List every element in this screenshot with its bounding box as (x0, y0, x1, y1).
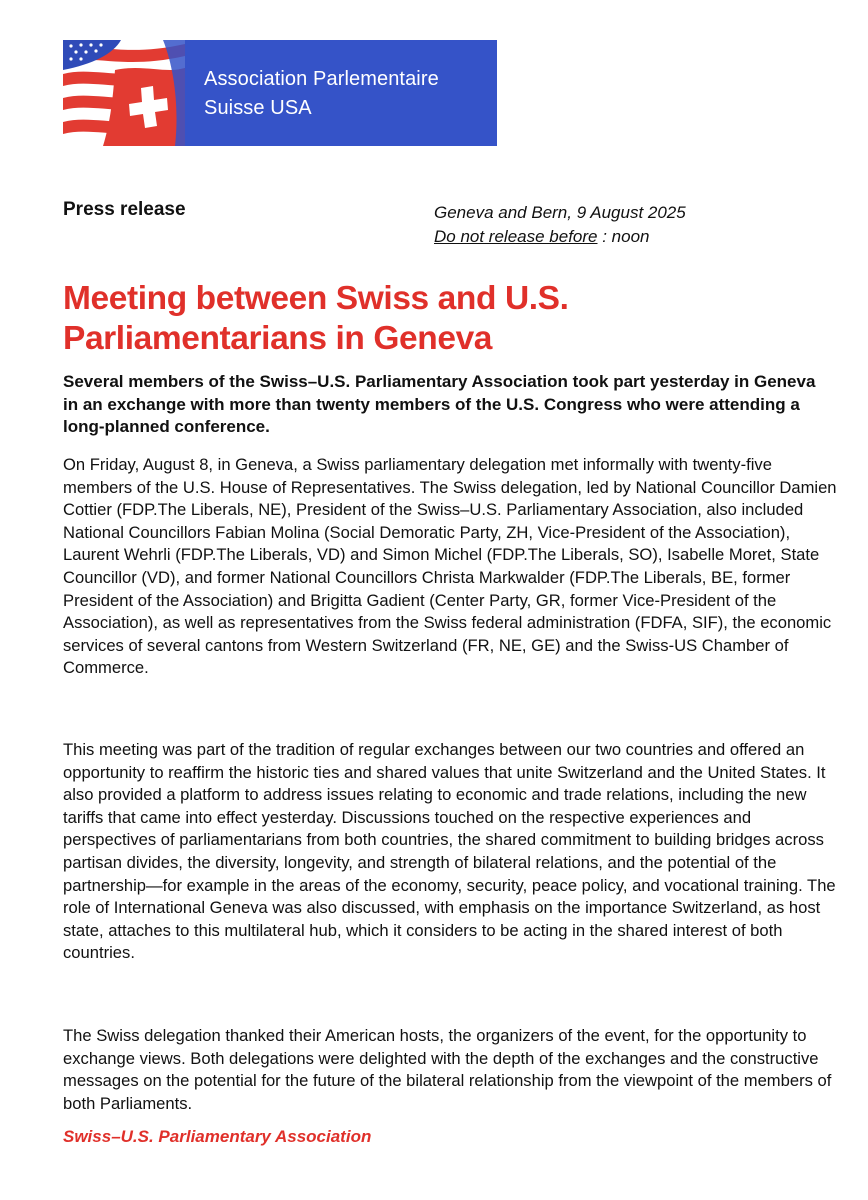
embargo-label: Do not release before (434, 227, 598, 246)
page-title: Meeting between Swiss and U.S. Parliamentarians in Geneva (63, 280, 569, 357)
banner-title-line2: Suisse USA (204, 97, 312, 119)
association-banner (63, 40, 497, 146)
embargo-line (434, 225, 686, 249)
lead-paragraph: Several members of the Swiss–U.S. Parliamentary Association took part yesterday in Geneva in an exchange with more than twenty members of the U.S. Congress who were attending a long-planned conference. (63, 372, 816, 436)
body-paragraph-2: This meeting was part of the tradition of regular exchanges between our two countries and offered an opportunity to reaffirm the historic ties and shared values that unite Switzerland and the United States. It also provided a platform to address issues relating to economic and trade relations, including the new tariffs that came into effect yesterday. Discussions touched on the respective experiences and perspectives of parliamentarians from both countries, the shared commitment to building bridges across partisan divides, the diversity, longevity, and strength of bilateral relations, and the potential of the partnership—for example in the areas of the economy, security, peace policy, and vocational training. The role of International Geneva was also discussed, with emphasis on the importance Switzerland, as host state, attaches to this multilateral hub, which it considers to be acting in the shared interest of both countries. (63, 740, 836, 963)
body-paragraph-1: On Friday, August 8, in Geneva, a Swiss parliamentary delegation met informally with twenty-five members of the U.S. House of Representatives. The Swiss delegation, led by National Councillor Damien Cottier (FDP.The Liberals, NE), President of the Swiss–U.S. Parliamentary Association, also included National Councillors Fabian Molina (Social Demoratic Party, ZH, Vice-President of the Association), Laurent Wehrli (FDP.The Liberals, VD) and Simon Michel (FDP.The Liberals, SO), Isabelle Moret, State Councillor (VD), and former National Councillors Christa Markwalder (FDP.The Liberals, BE, former President of the Association) and Brigitta Gadient (Center Party, GR, former Vice-President of the Association), as well as representatives from the Swiss federal administration (FDFA, SIF), the economic services of several cantons from Western Switzerland (FR, NE, GE) and the Swiss-US Chamber of Commerce. (63, 455, 837, 678)
body-paragraph-3: The Swiss delegation thanked their American hosts, the organizers of the event, for the opportunity to exchange views. Both delegations were delighted with the depth of the exchanges and the constructive messages on the potential for the future of the bilateral relationship from the viewpoint of the members of both Parliaments. (63, 1026, 832, 1113)
banner-title (204, 65, 439, 123)
dateline (434, 201, 686, 249)
place-date: Geneva and Bern, 9 August 2025 (434, 203, 686, 222)
embargo-time: : noon (597, 227, 650, 246)
banner-title-line1: Association Parlementaire (204, 68, 439, 90)
signature: Swiss–U.S. Parliamentary Association (63, 1127, 372, 1146)
swiss-us-flag-logo-icon (63, 40, 185, 146)
press-release-label: Press release (63, 199, 186, 220)
